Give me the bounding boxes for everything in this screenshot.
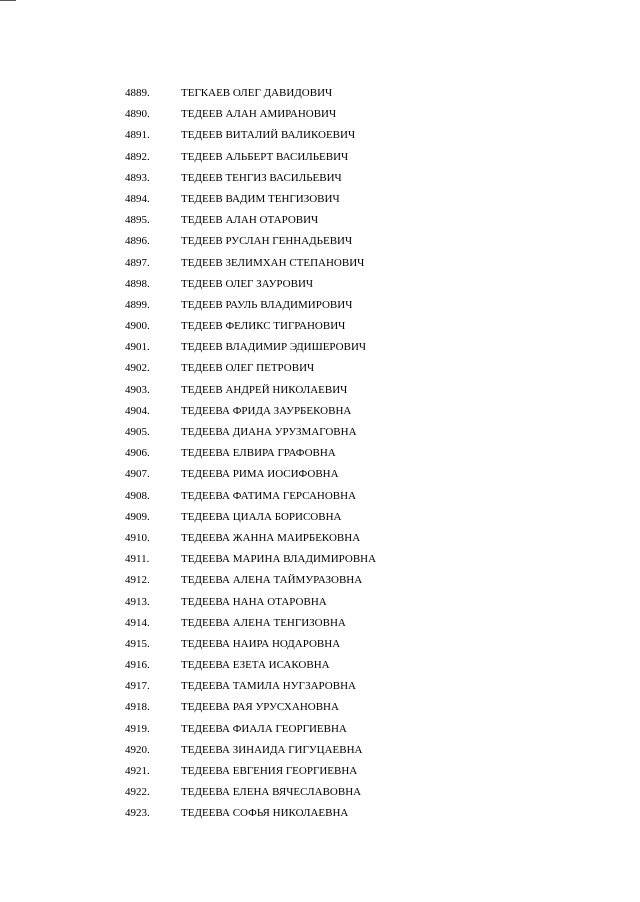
entry-number: 4899. bbox=[125, 298, 150, 311]
entry-number: 4923. bbox=[125, 807, 150, 820]
list-item bbox=[0, 486, 640, 507]
list-item bbox=[0, 634, 640, 655]
entry-name: ТЕДЕЕВ ОЛЕГ ЗАУРОВИЧ bbox=[181, 277, 314, 290]
list-item bbox=[0, 422, 640, 443]
entry-number: 4918. bbox=[125, 701, 150, 714]
entry-name: ТЕДЕЕВА РИМА ИОСИФОВНА bbox=[181, 468, 339, 481]
list-item bbox=[0, 401, 640, 422]
list-item bbox=[0, 168, 640, 189]
list-item bbox=[0, 443, 640, 464]
entry-number: 4911. bbox=[125, 553, 150, 566]
entry-number: 4905. bbox=[125, 426, 150, 438]
entry-number: 4897. bbox=[125, 256, 150, 269]
entry-number: 4919. bbox=[125, 722, 150, 735]
entry-name: ТЕДЕЕВ ФЕЛИКС ТИГРАНОВИЧ bbox=[181, 320, 346, 333]
entry-name: ТЕДЕЕВА ЦИАЛА БОРИСОВНА bbox=[181, 510, 342, 523]
list-item bbox=[0, 655, 640, 676]
entry-name: ТЕДЕЕВ ВЛАДИМИР ЭДИШЕРОВИЧ bbox=[181, 341, 367, 354]
list-item bbox=[0, 125, 640, 146]
scan-corner-mark bbox=[0, 0, 16, 1]
list-item bbox=[0, 570, 640, 591]
list-item bbox=[0, 210, 640, 231]
entry-name: ТЕДЕЕВ АЛЬБЕРТ ВАСИЛЬЕВИЧ bbox=[181, 150, 349, 163]
entry-name: ТЕДЕЕВА ФИАЛА ГЕОРГИЕВНА bbox=[181, 722, 347, 735]
entry-number: 4914. bbox=[125, 616, 150, 629]
entry-name: ТЕДЕЕВ ОЛЕГ ПЕТРОВИЧ bbox=[181, 362, 315, 375]
entry-number: 4902. bbox=[125, 362, 150, 375]
name-list bbox=[0, 83, 640, 825]
entry-name: ТЕДЕЕВА ЕЗЕТА ИСАКОВНА bbox=[181, 659, 330, 672]
entry-number: 4894. bbox=[125, 192, 150, 205]
entry-name: ТЕДЕЕВА ТАМИЛА НУГЗАРОВНА bbox=[181, 680, 356, 693]
list-item bbox=[0, 719, 640, 740]
entry-number: 4921. bbox=[125, 765, 150, 777]
list-item bbox=[0, 274, 640, 295]
entry-name: ТЕДЕЕВ АНДРЕЙ НИКОЛАЕВИЧ bbox=[181, 383, 348, 396]
entry-number: 4922. bbox=[125, 786, 150, 799]
entry-number: 4893. bbox=[125, 171, 150, 184]
entry-number: 4910. bbox=[125, 531, 150, 544]
entry-number: 4913. bbox=[125, 595, 150, 608]
entry-name: ТЕДЕЕВА ЖАННА МАИРБЕКОВНА bbox=[181, 531, 361, 544]
entry-name: ТЕДЕЕВА МАРИНА ВЛАДИМИРОВНА bbox=[181, 553, 377, 566]
list-item bbox=[0, 189, 640, 210]
entry-name: ТЕДЕЕВ АЛАН АМИРАНОВИЧ bbox=[181, 108, 337, 121]
entry-number: 4907. bbox=[125, 468, 150, 481]
list-item bbox=[0, 253, 640, 274]
entry-name: ТЕДЕЕВ АЛАН ОТАРОВИЧ bbox=[181, 214, 319, 227]
list-item bbox=[0, 316, 640, 337]
entry-number: 4904. bbox=[125, 404, 150, 417]
entry-number: 4890. bbox=[125, 108, 150, 121]
entry-number: 4915. bbox=[125, 637, 150, 650]
entry-name: ТЕДЕЕВ ВАДИМ ТЕНГИЗОВИЧ bbox=[181, 192, 340, 205]
entry-name: ТЕДЕЕВ ТЕНГИЗ ВАСИЛЬЕВИЧ bbox=[181, 171, 342, 184]
entry-number: 4906. bbox=[125, 447, 150, 460]
list-item bbox=[0, 507, 640, 528]
list-item bbox=[0, 147, 640, 168]
entry-number: 4908. bbox=[125, 489, 150, 502]
list-item bbox=[0, 740, 640, 761]
entry-number: 4898. bbox=[125, 277, 150, 290]
list-item bbox=[0, 613, 640, 634]
entry-number: 4889. bbox=[125, 87, 150, 99]
entry-name: ТЕДЕЕВ ЗЕЛИМХАН СТЕПАНОВИЧ bbox=[181, 256, 365, 269]
entry-name: ТЕДЕЕВА ЗИНАИДА ГИГУЦАЕВНА bbox=[181, 743, 363, 756]
entry-number: 4895. bbox=[125, 214, 150, 227]
entry-number: 4909. bbox=[125, 510, 150, 523]
list-item bbox=[0, 803, 640, 824]
entry-number: 4892. bbox=[125, 150, 150, 163]
entry-number: 4912. bbox=[125, 574, 150, 587]
entry-name: ТЕДЕЕВА ЕЛЕНА ВЯЧЕСЛАВОВНА bbox=[181, 786, 362, 799]
list-item bbox=[0, 104, 640, 125]
list-item bbox=[0, 592, 640, 613]
entry-name: ТЕДЕЕВА ЕВГЕНИЯ ГЕОРГИЕВНА bbox=[181, 765, 358, 777]
entry-name: ТЕГКАЕВ ОЛЕГ ДАВИДОВИЧ bbox=[181, 87, 333, 99]
list-item bbox=[0, 380, 640, 401]
entry-number: 4900. bbox=[125, 320, 150, 333]
entry-number: 4891. bbox=[125, 129, 150, 142]
list-item bbox=[0, 464, 640, 485]
entry-number: 4916. bbox=[125, 659, 150, 672]
entry-name: ТЕДЕЕВА НАИРА НОДАРОВНА bbox=[181, 637, 341, 650]
list-item bbox=[0, 231, 640, 252]
list-item bbox=[0, 83, 640, 104]
entry-name: ТЕДЕЕВА ЕЛВИРА ГРАФОВНА bbox=[181, 447, 336, 460]
list-item bbox=[0, 337, 640, 358]
list-item bbox=[0, 528, 640, 549]
entry-number: 4917. bbox=[125, 680, 150, 693]
entry-number: 4903. bbox=[125, 383, 150, 396]
list-item bbox=[0, 295, 640, 316]
list-item bbox=[0, 782, 640, 803]
entry-name: ТЕДЕЕВА НАНА ОТАРОВНА bbox=[181, 595, 327, 608]
entry-name: ТЕДЕЕВА ДИАНА УРУЗМАГОВНА bbox=[181, 426, 357, 438]
entry-name: ТЕДЕЕВА ФАТИМА ГЕРСАНОВНА bbox=[181, 489, 357, 502]
entry-name: ТЕДЕЕВА АЛЕНА ТАЙМУРАЗОВНА bbox=[181, 574, 363, 587]
entry-name: ТЕДЕЕВ ВИТАЛИЙ ВАЛИКОЕВИЧ bbox=[181, 129, 356, 142]
list-item bbox=[0, 676, 640, 697]
list-item bbox=[0, 549, 640, 570]
list-item bbox=[0, 358, 640, 379]
entry-name: ТЕДЕЕВ РУСЛАН ГЕННАДЬЕВИЧ bbox=[181, 235, 353, 248]
entry-name: ТЕДЕЕВА СОФЬЯ НИКОЛАЕВНА bbox=[181, 807, 349, 820]
entry-name: ТЕДЕЕВА РАЯ УРУСХАНОВНА bbox=[181, 701, 339, 714]
entry-number: 4920. bbox=[125, 743, 150, 756]
entry-number: 4896. bbox=[125, 235, 150, 248]
list-item bbox=[0, 697, 640, 718]
entry-name: ТЕДЕЕВА ФРИДА ЗАУРБЕКОВНА bbox=[181, 404, 352, 417]
entry-number: 4901. bbox=[125, 341, 150, 354]
entry-name: ТЕДЕЕВ РАУЛЬ ВЛАДИМИРОВИЧ bbox=[181, 298, 353, 311]
list-item bbox=[0, 761, 640, 782]
entry-name: ТЕДЕЕВА АЛЕНА ТЕНГИЗОВНА bbox=[181, 616, 346, 629]
